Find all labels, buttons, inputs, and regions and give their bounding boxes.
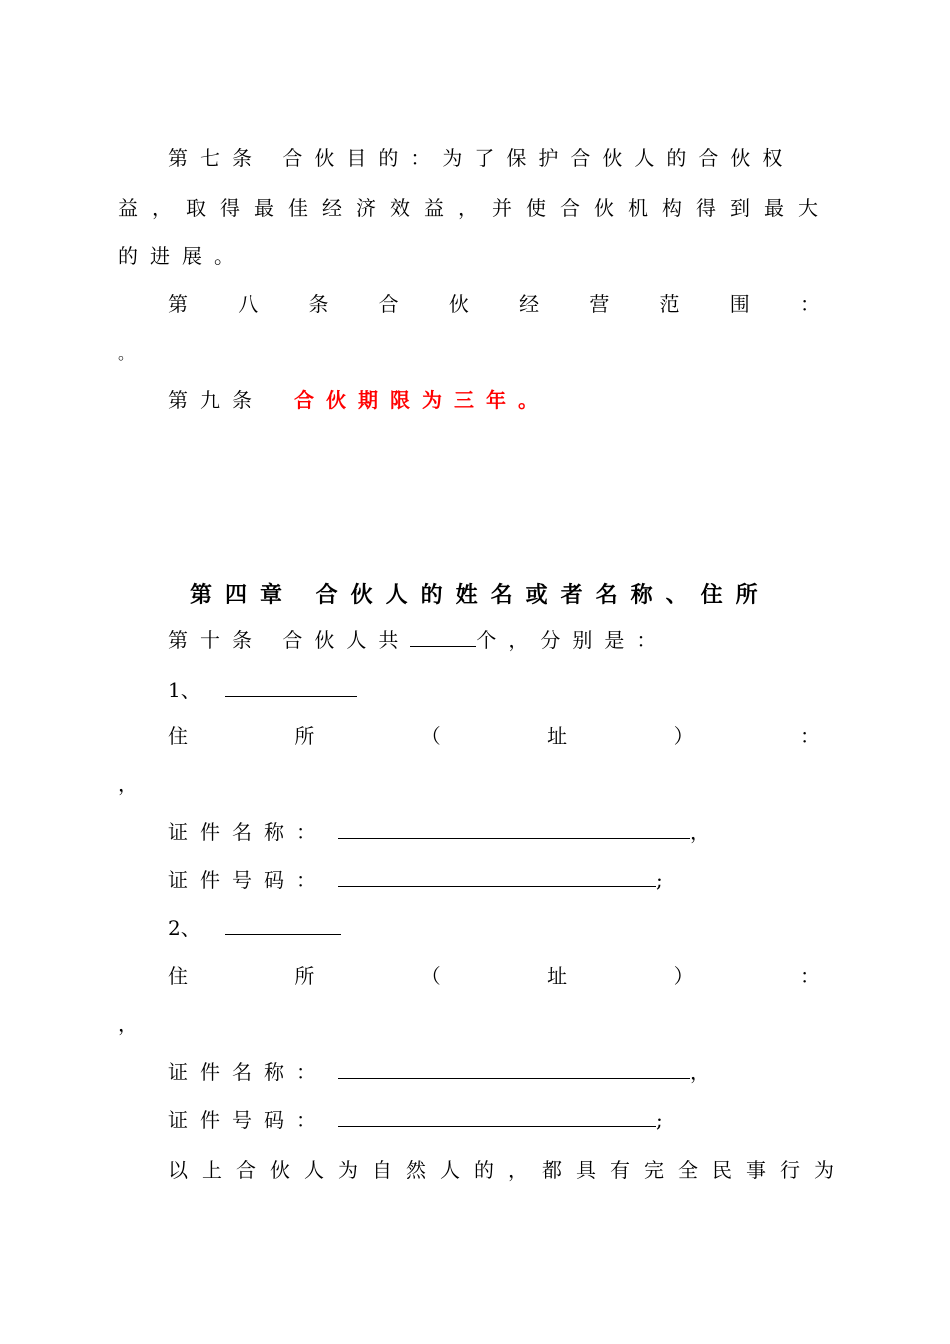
article-8-char: 营 [589,292,610,316]
chapter-4-heading: 第四章 合伙人的姓名或者名称、住所 [190,583,771,608]
article-7-line-2: 益，取得最佳经济效益，并使合伙机构得到最大 [118,196,832,220]
id-name-end: ， [690,820,710,844]
article-8-char: 合 [378,292,399,316]
address-char: 所 [294,724,315,748]
id-name-label: 证件名称： [168,820,328,844]
article-7-line-3: 的进展。 [118,244,246,268]
address-char: ） [673,724,694,748]
article-8-char: 八 [238,292,259,316]
article-8-row [168,292,820,316]
article-9 [168,388,550,412]
partner-2-address-row [168,964,820,988]
article-10-suffix: 个，分别是： [476,628,669,652]
partner-1-address-tail: ， [118,772,138,796]
article-9-content: 合伙期限为三年。 [294,388,550,412]
article-8-char: 伙 [448,292,469,316]
article-9-label: 第九条 [168,388,264,412]
article-10-prefix: 第十条 合伙人共 [168,628,411,652]
address-char: 址 [547,724,568,748]
id-number-end: ; [656,868,663,892]
address-char: 住 [168,724,188,748]
address-char: ） [673,964,694,988]
article-8-char: 经 [519,292,540,316]
partner-1-id-name-row [168,820,710,844]
partner-name-blank [225,678,357,697]
id-name-end: ， [690,1060,710,1084]
partner-2-index-row [168,916,341,940]
id-number-blank [338,868,656,887]
address-char: 址 [547,964,568,988]
article-8-char: ： [799,292,820,316]
address-char: （ [420,964,441,988]
partner-index: 2、 [168,916,201,940]
address-char: （ [420,724,441,748]
article-7-line-1: 第七条 合伙目的：为了保护合伙人的合伙权 [168,146,795,170]
partner-1-index-row [168,678,357,702]
address-char: ： [799,724,820,748]
article-8-char: 范 [659,292,680,316]
id-name-blank [338,1060,690,1079]
id-number-blank [338,1108,656,1127]
partner-1-id-number-row [168,868,663,892]
address-char: 所 [294,964,315,988]
id-number-label: 证件号码： [168,1108,328,1132]
partner-1-address-row [168,724,820,748]
article-8-char: 围 [729,292,750,316]
id-name-blank [338,820,690,839]
id-number-end: ; [656,1108,663,1132]
closing-line: 以上合伙人为自然人的，都具有完全民事行为 [168,1158,848,1182]
id-number-label: 证件号码： [168,868,328,892]
article-8-char: 条 [308,292,329,316]
address-char: ： [799,964,820,988]
partner-2-id-name-row [168,1060,710,1084]
partner-2-address-tail: ， [118,1012,138,1036]
article-10 [168,628,668,652]
address-char: 住 [168,964,188,988]
partner-index: 1、 [168,678,201,702]
article-8-char: 第 [168,292,188,316]
partner-count-blank [410,628,476,647]
partner-name-blank [225,916,341,935]
id-name-label: 证件名称： [168,1060,328,1084]
article-8-tail: 。 [118,344,135,363]
partner-2-id-number-row [168,1108,663,1132]
